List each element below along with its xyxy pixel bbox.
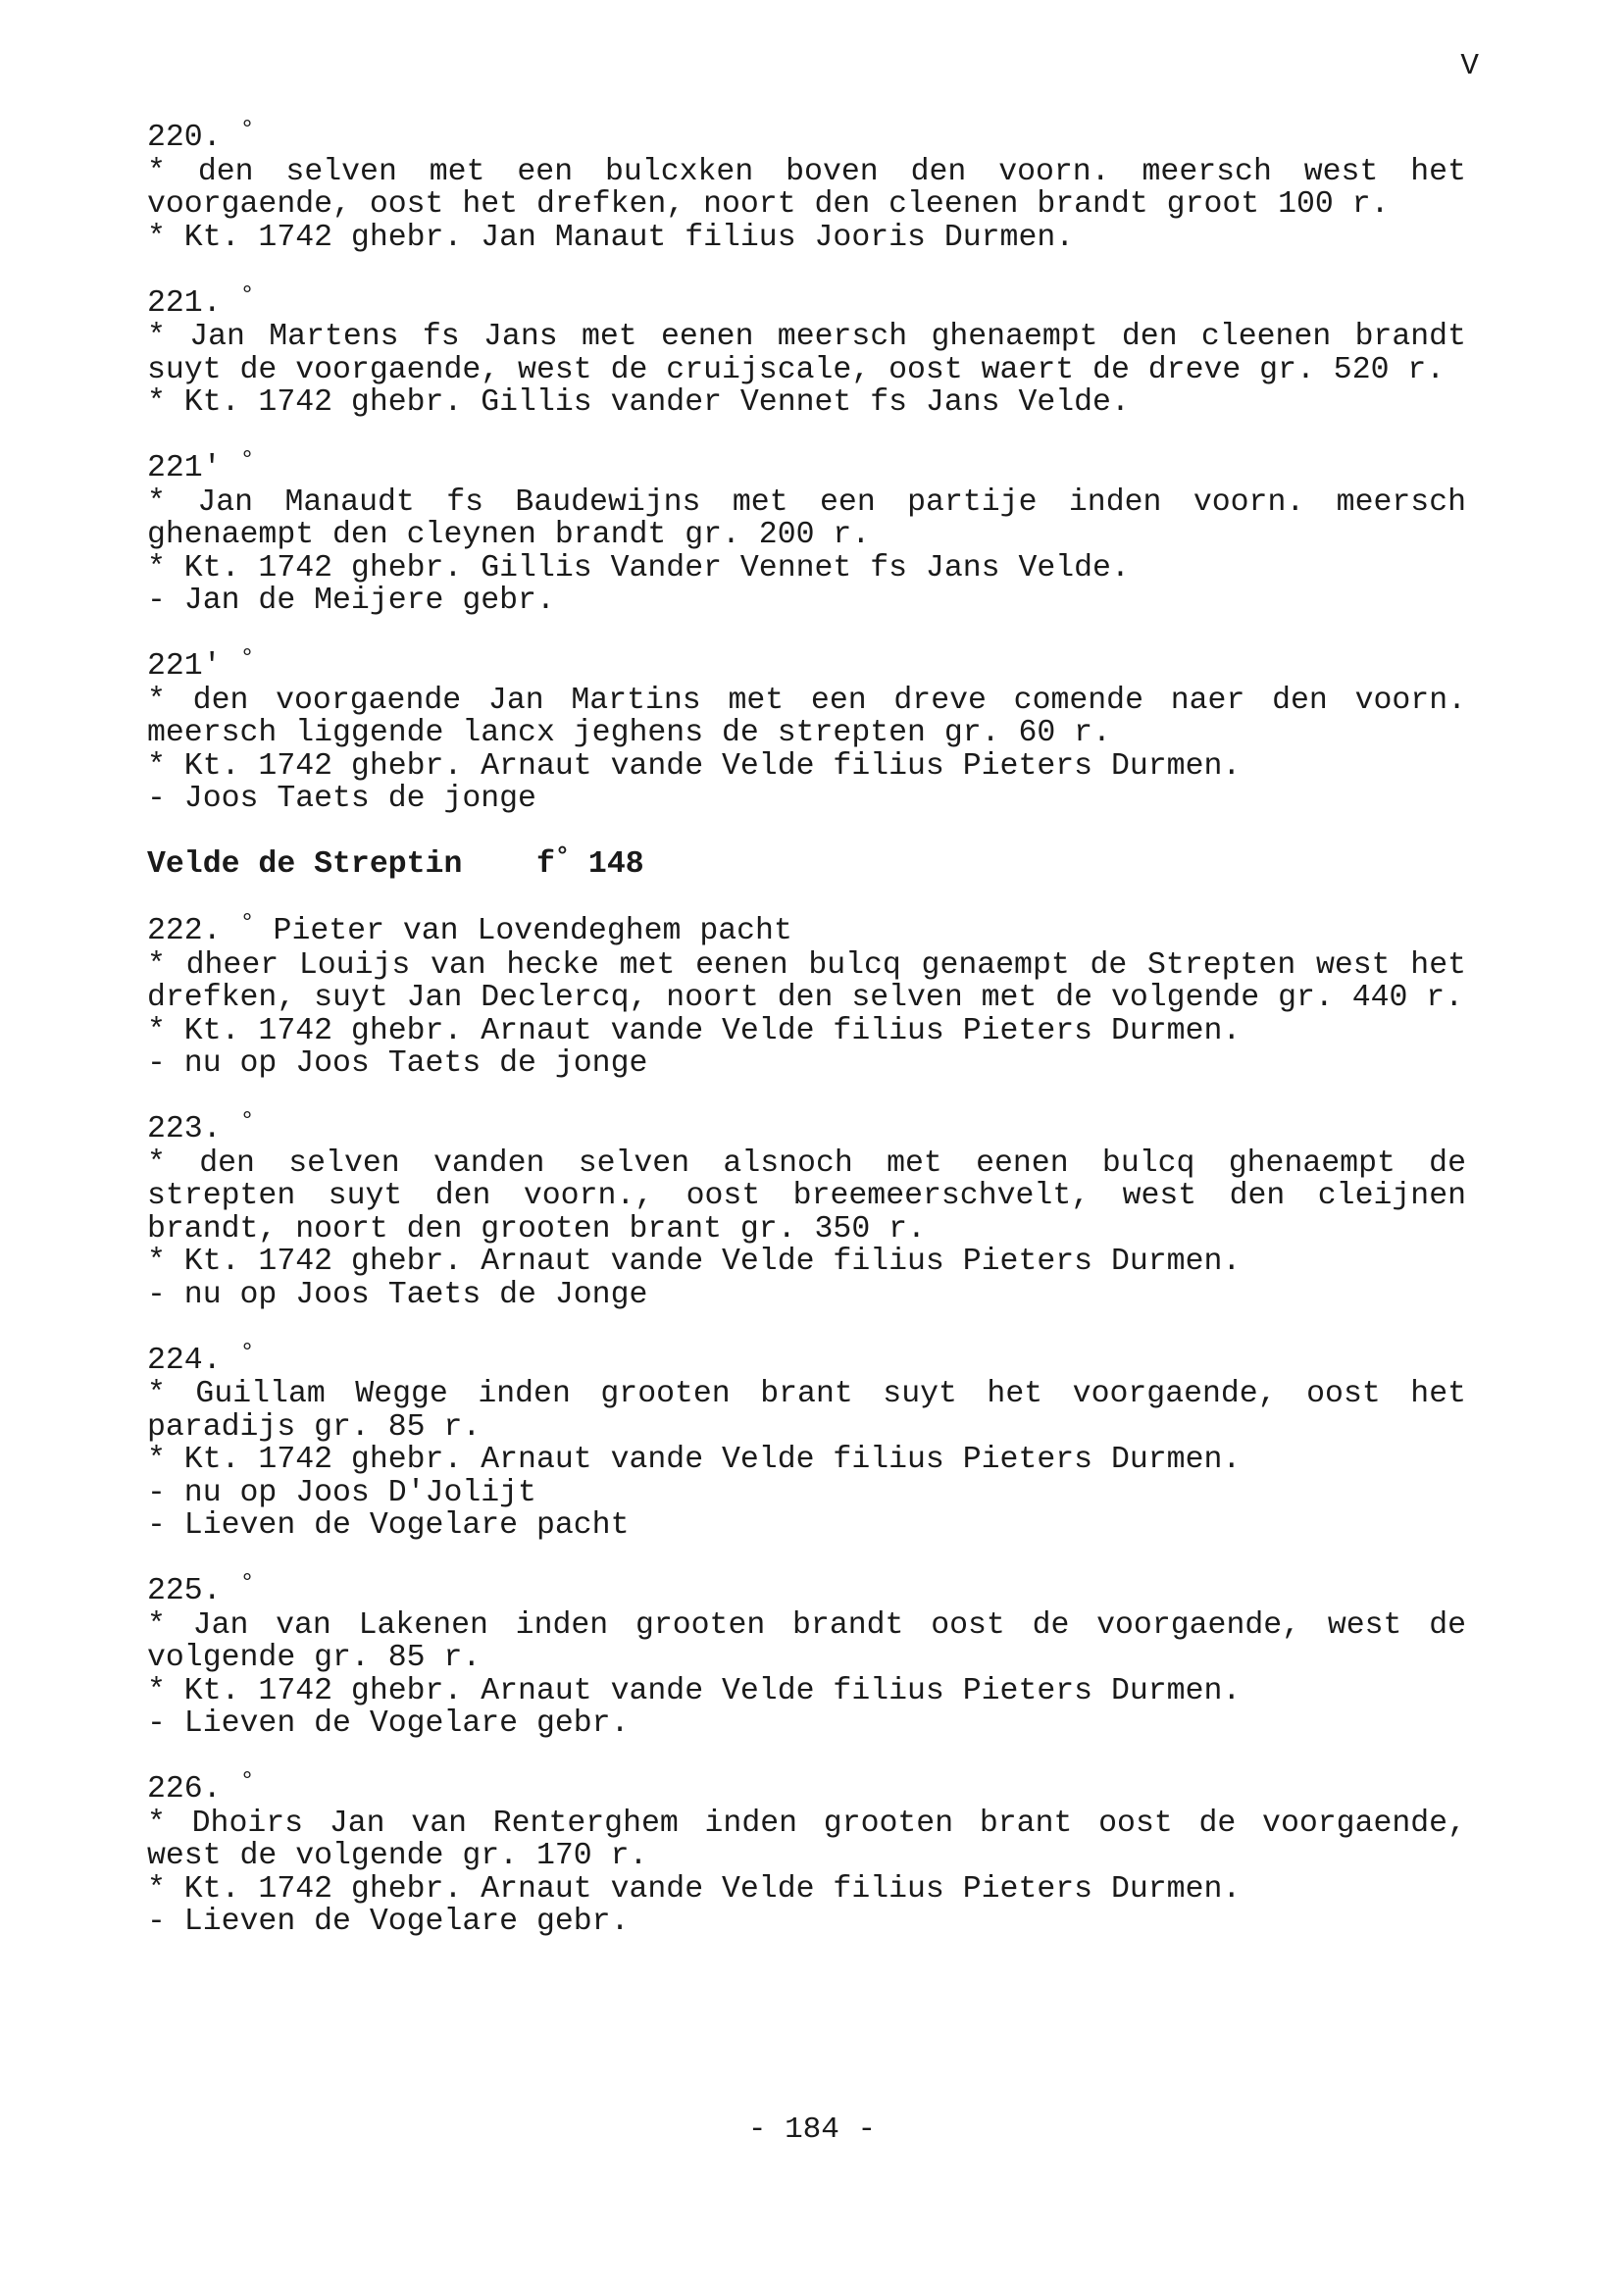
- entry-degree-mark: °: [239, 1338, 255, 1367]
- entry-number-line: [147, 446, 1466, 486]
- entry-note: * Kt. 1742 ghebr. Arnaut vande Velde filius Pieters Durmen.: [147, 1443, 1242, 1477]
- register-entry: [147, 1338, 1466, 1543]
- entry-degree-mark: °: [239, 1767, 255, 1797]
- entry-number-line: [147, 644, 1466, 685]
- entry-description: * den voorgaende Jan Martins met een dreve comende naer den voorn. meersch liggende lancx jeghens de strepten gr. 60 r.: [147, 683, 1466, 750]
- entry-description: * Guillam Wegge inden grooten brant suyt het voorgaende, oost het paradijs gr. 85 r.: [147, 1377, 1466, 1445]
- entry-note: - nu op Joos Taets de Jonge: [147, 1277, 648, 1312]
- entry-number: 223.: [147, 1112, 222, 1146]
- register-entry: [147, 116, 1466, 255]
- entries-list-bottom: [147, 909, 1466, 1939]
- entry-note: - Lieven de Vogelare gebr.: [147, 1905, 630, 1939]
- page-corner-mark: V: [1460, 49, 1479, 83]
- entry-degree-mark: °: [239, 644, 255, 674]
- section-heading-folio-number: 148: [587, 847, 644, 882]
- entry-note: - Jan de Meijere gebr.: [147, 584, 555, 618]
- entry-number-line: [147, 1767, 1466, 1807]
- entry-note: - Lieven de Vogelare gebr.: [147, 1706, 630, 1741]
- entry-degree-mark: °: [239, 1107, 255, 1137]
- entry-number: 226.: [147, 1772, 222, 1807]
- register-entry: [147, 1767, 1466, 1939]
- register-entry: [147, 1107, 1466, 1312]
- register-entry: [147, 446, 1466, 618]
- entry-note: - nu op Joos Taets de jonge: [147, 1046, 648, 1081]
- entry-note: * Kt. 1742 ghebr. Gillis vander Vennet fs Jans Velde.: [147, 385, 1130, 420]
- entry-note: * Kt. 1742 ghebr. Arnaut vande Velde filius Pieters Durmen.: [147, 1013, 1242, 1048]
- entry-number-line: [147, 116, 1466, 156]
- entry-description: * den selven met een bulcxken boven den voorn. meersch west het voorgaende, oost het drefken, noort den cleenen brandt groot 100 r.: [147, 154, 1466, 222]
- page-content: [147, 116, 1466, 1971]
- entry-description: * Jan van Lakenen inden grooten brandt oost de voorgaende, west de volgende gr. 85 r.: [147, 1607, 1466, 1675]
- entry-note: * Kt. 1742 ghebr. Arnaut vande Velde filius Pieters Durmen.: [147, 1245, 1242, 1279]
- entry-number: 224.: [147, 1343, 222, 1378]
- entry-note: - Joos Taets de jonge: [147, 782, 536, 816]
- entry-description: * den selven vanden selven alsnoch met eenen bulcq ghenaempt de strepten suyt den voorn., oost breemeerschvelt, west den cleijnen brandt, noort den grooten brant gr. 350 r.: [147, 1146, 1466, 1247]
- section-heading-folio-prefix: f: [535, 847, 555, 882]
- entry-number: 221': [147, 649, 222, 684]
- entry-number: 221.: [147, 285, 222, 321]
- entry-description: * Jan Martens fs Jans met eenen meersch ghenaempt den cleenen brandt suyt de voorgaende, west de cruijscale, oost waert de dreve gr. 520 r.: [147, 320, 1466, 387]
- entry-degree-mark: °: [239, 909, 255, 939]
- entry-number-line: [147, 1338, 1466, 1379]
- entry-number: 220.: [147, 121, 222, 155]
- section-heading-title: Velde de Streptin: [147, 847, 463, 882]
- entry-number-line: [147, 1569, 1466, 1609]
- entry-note: * Kt. 1742 ghebr. Jan Manaut filius Jooris Durmen.: [147, 220, 1075, 255]
- register-entry: [147, 1569, 1466, 1741]
- entry-degree-mark: °: [239, 116, 255, 145]
- entry-note: * Kt. 1742 ghebr. Arnaut vande Velde filius Pieters Durmen.: [147, 1871, 1242, 1907]
- entry-description: * Jan Manaudt fs Baudewijns met een partije inden voorn. meersch ghenaempt den cleynen brandt gr. 200 r.: [147, 484, 1466, 552]
- page-number: - 184 -: [747, 2113, 877, 2147]
- section-heading: [147, 842, 1466, 883]
- entry-number-annotation: Pieter van Lovendeghem pacht: [254, 914, 792, 948]
- entry-note: * Kt. 1742 ghebr. Arnaut vande Velde filius Pieters Durmen.: [147, 1673, 1242, 1708]
- entry-number-line: [147, 909, 1466, 949]
- section-heading-degree-mark: °: [554, 842, 571, 872]
- entry-number: 225.: [147, 1574, 222, 1608]
- entry-degree-mark: °: [239, 280, 255, 310]
- register-entry: [147, 909, 1466, 1081]
- entry-number-line: [147, 1107, 1466, 1147]
- entry-note: - nu op Joos D'Jolijt: [147, 1475, 536, 1510]
- entry-note: * Kt. 1742 ghebr. Gillis Vander Vennet fs Jans Velde.: [147, 550, 1130, 585]
- entry-number: 221': [147, 451, 222, 485]
- register-entry: [147, 280, 1466, 420]
- entry-description: * Dhoirs Jan van Renterghem inden grooten brant oost de voorgaende, west de volgende gr. 170 r.: [147, 1806, 1466, 1873]
- entry-note: * Kt. 1742 ghebr. Arnaut vande Velde filius Pieters Durmen.: [147, 748, 1242, 784]
- entry-number-line: [147, 280, 1466, 322]
- entries-list-top: [147, 116, 1466, 816]
- entry-description: * dheer Louijs van hecke met eenen bulcq genaempt de Strepten west het drefken, suyt Jan Declercq, noort den selven met de volgende gr. 440 r.: [147, 947, 1466, 1015]
- entry-note: - Lieven de Vogelare pacht: [147, 1508, 630, 1543]
- entry-degree-mark: °: [239, 446, 255, 476]
- register-entry: [147, 644, 1466, 816]
- entry-degree-mark: °: [239, 1569, 255, 1599]
- entry-number: 222.: [147, 914, 222, 948]
